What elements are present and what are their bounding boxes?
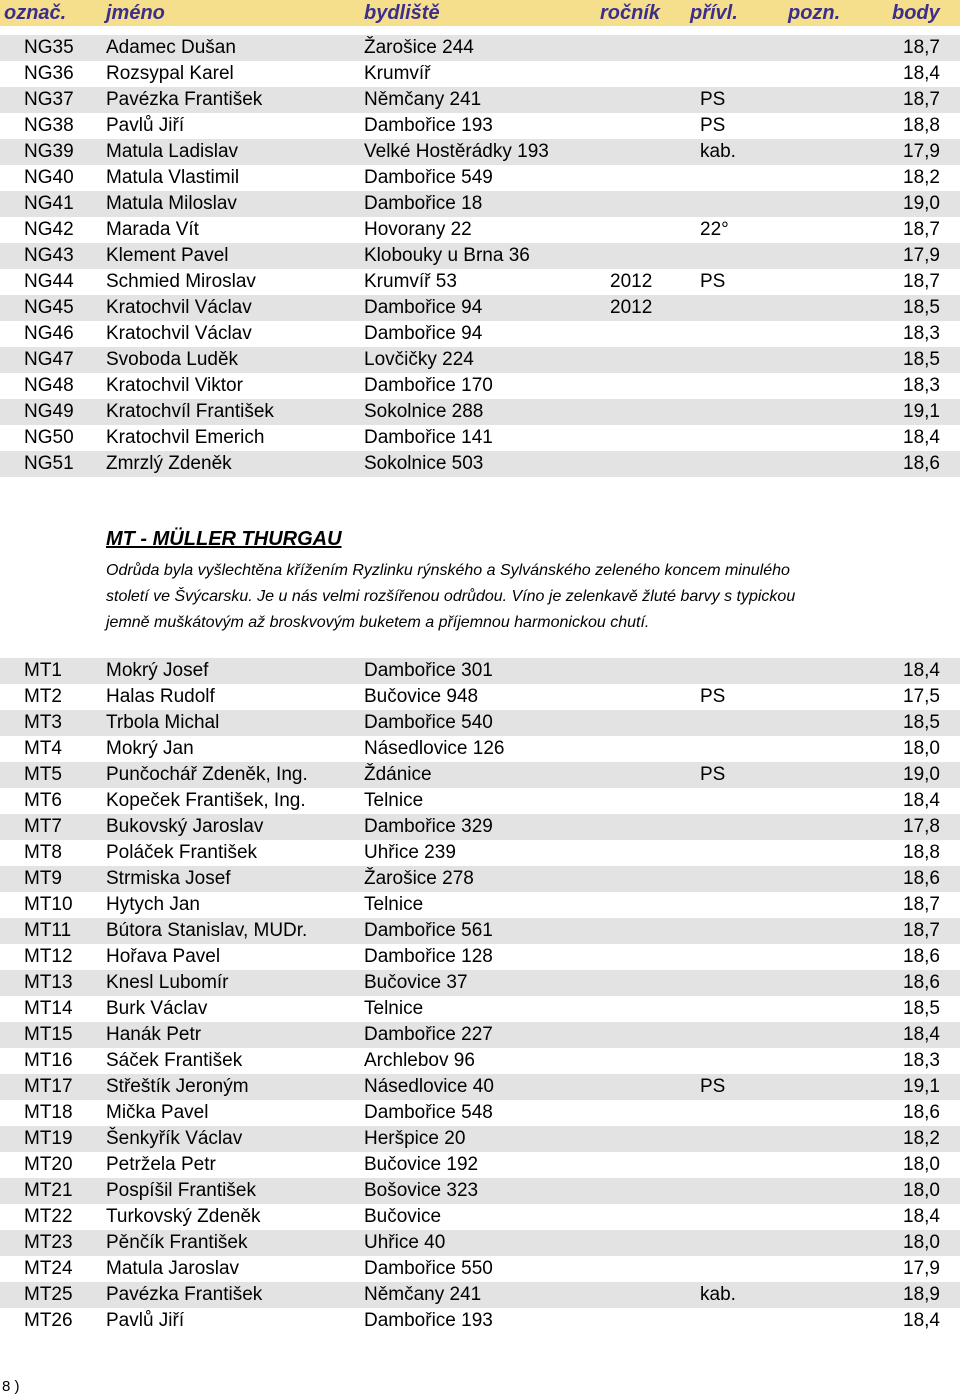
- cell-code: MT16: [24, 1050, 73, 1071]
- cell-points: 19,1: [903, 401, 940, 422]
- cell-name: Zmrzlý Zdeněk: [106, 453, 232, 474]
- cell-points: 18,4: [903, 1024, 940, 1045]
- cell-points: 18,5: [903, 712, 940, 733]
- table-row: [0, 139, 960, 165]
- table-row: [0, 1308, 960, 1334]
- cell-code: NG36: [24, 63, 74, 84]
- cell-points: 18,3: [903, 1050, 940, 1071]
- section-title: MT - MÜLLER THURGAU: [106, 528, 342, 550]
- cell-name: Mokrý Jan: [106, 738, 194, 759]
- cell-code: NG38: [24, 115, 74, 136]
- cell-note: PS: [700, 115, 726, 136]
- cell-points: 18,7: [903, 37, 940, 58]
- cell-address: Dambořice 548: [364, 1102, 493, 1123]
- table-row: [0, 1074, 960, 1100]
- cell-points: 17,9: [903, 245, 940, 266]
- cell-address: Dambořice 550: [364, 1258, 493, 1279]
- table-row: [0, 165, 960, 191]
- cell-name: Rozsypal Karel: [106, 63, 234, 84]
- cell-address: Telnice: [364, 998, 424, 1019]
- cell-name: Bútora Stanislav, MUDr.: [106, 920, 308, 941]
- cell-code: NG41: [24, 193, 74, 214]
- cell-points: 18,6: [903, 868, 940, 889]
- cell-address: Dambořice 549: [364, 167, 493, 188]
- table-row: [0, 87, 960, 113]
- cell-address: Dambořice 193: [364, 1310, 493, 1331]
- cell-note: kab.: [700, 1284, 736, 1305]
- cell-note: PS: [700, 271, 726, 292]
- cell-address: Bošovice 323: [364, 1180, 479, 1201]
- cell-code: NG45: [24, 297, 74, 318]
- header-extra: přívl.: [690, 2, 738, 24]
- cell-note: PS: [700, 89, 726, 110]
- header-points: body: [892, 2, 940, 24]
- cell-address: Žarošice 244: [364, 37, 474, 58]
- section-description: [106, 558, 906, 636]
- cell-code: MT13: [24, 972, 73, 993]
- page-number: 8 ): [2, 1378, 20, 1395]
- cell-name: Matula Ladislav: [106, 141, 239, 162]
- cell-year: 2012: [610, 297, 653, 318]
- cell-address: Dambořice 540: [364, 712, 493, 733]
- header-address: bydliště: [364, 2, 440, 24]
- mt-table: [0, 658, 960, 1334]
- cell-points: 18,8: [903, 115, 940, 136]
- cell-note: 22°: [700, 219, 729, 240]
- cell-code: MT15: [24, 1024, 73, 1045]
- cell-name: Schmied Miroslav: [106, 271, 256, 292]
- cell-name: Kopeček František, Ing.: [106, 790, 306, 811]
- cell-points: 18,3: [903, 375, 940, 396]
- table-row: [0, 710, 960, 736]
- cell-code: MT3: [24, 712, 62, 733]
- cell-code: MT21: [24, 1180, 73, 1201]
- cell-points: 18,5: [903, 297, 940, 318]
- table-row: [0, 970, 960, 996]
- cell-name: Knesl Lubomír: [106, 972, 229, 993]
- cell-address: Krumvíř 53: [364, 271, 457, 292]
- table-row: [0, 736, 960, 762]
- cell-name: Burk Václav: [106, 998, 208, 1019]
- cell-points: 18,3: [903, 323, 940, 344]
- cell-points: 18,0: [903, 1154, 940, 1175]
- description-line: století ve Švýcarsku. Je u nás velmi rozšířenou odrůdou. Víno je zelenkavě žluté barvy s typickou: [106, 588, 796, 605]
- cell-code: MT10: [24, 894, 73, 915]
- cell-name: Halas Rudolf: [106, 686, 215, 707]
- table-row: [0, 1100, 960, 1126]
- cell-code: NG40: [24, 167, 74, 188]
- cell-address: Němčany 241: [364, 89, 482, 110]
- cell-points: 18,7: [903, 894, 940, 915]
- cell-address: Uhřice 239: [364, 842, 456, 863]
- table-row: [0, 269, 960, 295]
- cell-name: Bukovský Jaroslav: [106, 816, 264, 837]
- cell-code: NG50: [24, 427, 74, 448]
- table-row: [0, 451, 960, 477]
- cell-address: Krumvíř: [364, 63, 431, 84]
- cell-address: Bučovice 192: [364, 1154, 479, 1175]
- cell-points: 18,4: [903, 63, 940, 84]
- cell-address: Lovčičky 224: [364, 349, 474, 370]
- table-row: [0, 373, 960, 399]
- cell-points: 18,4: [903, 1206, 940, 1227]
- description-line: jemně muškátovým až broskvovým buketem a příjemnou harmonickou chutí.: [106, 614, 650, 631]
- table-row: [0, 113, 960, 139]
- cell-points: 18,0: [903, 738, 940, 759]
- cell-code: NG48: [24, 375, 74, 396]
- cell-name: Mička Pavel: [106, 1102, 209, 1123]
- cell-address: Němčany 241: [364, 1284, 482, 1305]
- cell-code: NG42: [24, 219, 74, 240]
- table-row: [0, 684, 960, 710]
- cell-name: Svoboda Luděk: [106, 349, 239, 370]
- cell-code: MT9: [24, 868, 62, 889]
- cell-name: Marada Vít: [106, 219, 199, 240]
- cell-code: NG49: [24, 401, 74, 422]
- cell-name: Pavézka František: [106, 89, 263, 110]
- cell-code: MT4: [24, 738, 62, 759]
- table-row: [0, 1204, 960, 1230]
- cell-code: NG51: [24, 453, 74, 474]
- cell-address: Archlebov 96: [364, 1050, 475, 1071]
- cell-name: Šenkyřík Václav: [106, 1128, 243, 1149]
- cell-address: Dambořice 170: [364, 375, 493, 396]
- cell-name: Kratochvil Václav: [106, 323, 252, 344]
- header-note: pozn.: [788, 2, 841, 24]
- cell-address: Dambořice 94: [364, 297, 483, 318]
- cell-address: Ždánice: [364, 764, 432, 785]
- cell-code: MT23: [24, 1232, 73, 1253]
- cell-name: Pospíšil František: [106, 1180, 256, 1201]
- table-row: [0, 1282, 960, 1308]
- cell-address: Velké Hostěrádky 193: [364, 141, 549, 162]
- cell-name: Petržela Petr: [106, 1154, 216, 1175]
- cell-points: 18,9: [903, 1284, 940, 1305]
- cell-code: MT19: [24, 1128, 73, 1149]
- cell-points: 18,4: [903, 790, 940, 811]
- cell-points: 17,5: [903, 686, 940, 707]
- cell-points: 19,0: [903, 764, 940, 785]
- table-row: [0, 1048, 960, 1074]
- cell-name: Poláček František: [106, 842, 258, 863]
- cell-address: Žarošice 278: [364, 868, 474, 889]
- cell-points: 18,2: [903, 1128, 940, 1149]
- cell-name: Pavlů Jiří: [106, 1310, 185, 1331]
- cell-address: Dambořice 329: [364, 816, 493, 837]
- cell-code: MT25: [24, 1284, 73, 1305]
- cell-name: Matula Miloslav: [106, 193, 237, 214]
- table-row: [0, 191, 960, 217]
- cell-address: Bučovice: [364, 1206, 442, 1227]
- cell-code: MT24: [24, 1258, 73, 1279]
- table-row: [0, 762, 960, 788]
- cell-points: 18,7: [903, 89, 940, 110]
- cell-points: 18,0: [903, 1232, 940, 1253]
- table-row: [0, 996, 960, 1022]
- cell-code: NG44: [24, 271, 74, 292]
- cell-address: Uhřice 40: [364, 1232, 446, 1253]
- cell-points: 18,7: [903, 271, 940, 292]
- cell-code: MT22: [24, 1206, 73, 1227]
- cell-address: Hovorany 22: [364, 219, 472, 240]
- table-row: [0, 840, 960, 866]
- cell-name: Matula Jaroslav: [106, 1258, 240, 1279]
- cell-address: Sokolnice 503: [364, 453, 484, 474]
- cell-name: Střeštík Jeroným: [106, 1076, 249, 1097]
- cell-address: Dambořice 18: [364, 193, 483, 214]
- table-header: [0, 0, 960, 26]
- cell-code: MT7: [24, 816, 62, 837]
- cell-name: Matula Vlastimil: [106, 167, 240, 188]
- cell-note: kab.: [700, 141, 736, 162]
- cell-address: Dambořice 128: [364, 946, 493, 967]
- cell-name: Kratochvil Viktor: [106, 375, 243, 396]
- ng-table: [0, 35, 960, 477]
- cell-name: Pavlů Jiří: [106, 115, 185, 136]
- cell-points: 17,8: [903, 816, 940, 837]
- table-row: [0, 295, 960, 321]
- cell-points: 18,7: [903, 920, 940, 941]
- table-row: [0, 892, 960, 918]
- cell-name: Sáček František: [106, 1050, 243, 1071]
- cell-address: Dambořice 561: [364, 920, 493, 941]
- cell-code: NG46: [24, 323, 74, 344]
- header-year: ročník: [600, 2, 661, 24]
- table-row: [0, 61, 960, 87]
- cell-code: MT5: [24, 764, 62, 785]
- table-row: [0, 1178, 960, 1204]
- header-name: jméno: [106, 2, 165, 24]
- cell-name: Pěnčík František: [106, 1232, 248, 1253]
- cell-name: Hytych Jan: [106, 894, 200, 915]
- cell-name: Hanák Petr: [106, 1024, 202, 1045]
- cell-name: Punčochář Zdeněk, Ing.: [106, 764, 308, 785]
- table-row: [0, 321, 960, 347]
- cell-code: NG43: [24, 245, 74, 266]
- cell-address: Bučovice 37: [364, 972, 468, 993]
- cell-points: 18,8: [903, 842, 940, 863]
- cell-points: 18,6: [903, 946, 940, 967]
- table-row: [0, 814, 960, 840]
- cell-address: Násedlovice 126: [364, 738, 505, 759]
- cell-code: NG37: [24, 89, 74, 110]
- cell-points: 17,9: [903, 141, 940, 162]
- header-code: označ.: [4, 2, 67, 24]
- cell-name: Hořava Pavel: [106, 946, 221, 967]
- cell-name: Pavézka František: [106, 1284, 263, 1305]
- cell-name: Trbola Michal: [106, 712, 220, 733]
- cell-points: 18,6: [903, 1102, 940, 1123]
- cell-points: 18,2: [903, 167, 940, 188]
- cell-address: Dambořice 94: [364, 323, 483, 344]
- cell-note: PS: [700, 1076, 726, 1097]
- table-row: [0, 243, 960, 269]
- table-row: [0, 788, 960, 814]
- table-row: [0, 866, 960, 892]
- cell-address: Telnice: [364, 894, 424, 915]
- cell-name: Kratochvil Václav: [106, 297, 252, 318]
- cell-points: 19,1: [903, 1076, 940, 1097]
- cell-code: MT11: [24, 920, 72, 941]
- cell-address: Dambořice 301: [364, 660, 493, 681]
- table-row: [0, 1230, 960, 1256]
- cell-points: 18,7: [903, 219, 940, 240]
- table-row: [0, 658, 960, 684]
- cell-points: 18,6: [903, 453, 940, 474]
- cell-name: Klement Pavel: [106, 245, 229, 266]
- cell-points: 18,4: [903, 660, 940, 681]
- cell-address: Dambořice 227: [364, 1024, 493, 1045]
- cell-code: MT20: [24, 1154, 73, 1175]
- cell-points: 18,4: [903, 427, 940, 448]
- table-row: [0, 35, 960, 61]
- cell-code: MT2: [24, 686, 62, 707]
- cell-address: Klobouky u Brna 36: [364, 245, 530, 266]
- cell-address: Heršpice 20: [364, 1128, 466, 1149]
- description-line: Odrůda byla vyšlechtěna křížením Ryzlinku rýnského a Sylvánského zeleného koncem minulého: [106, 562, 790, 579]
- cell-points: 18,4: [903, 1310, 940, 1331]
- cell-address: Bučovice 948: [364, 686, 479, 707]
- cell-points: 19,0: [903, 193, 940, 214]
- cell-points: 18,0: [903, 1180, 940, 1201]
- cell-points: 17,9: [903, 1258, 940, 1279]
- table-row: [0, 347, 960, 373]
- cell-code: MT14: [24, 998, 73, 1019]
- cell-address: Dambořice 141: [364, 427, 493, 448]
- cell-address: Telnice: [364, 790, 424, 811]
- cell-code: MT17: [24, 1076, 73, 1097]
- cell-code: NG39: [24, 141, 74, 162]
- cell-address: Dambořice 193: [364, 115, 493, 136]
- table-row: [0, 1152, 960, 1178]
- cell-code: MT8: [24, 842, 62, 863]
- cell-code: MT26: [24, 1310, 73, 1331]
- cell-name: Kratochvíl František: [106, 401, 274, 422]
- cell-address: Sokolnice 288: [364, 401, 484, 422]
- table-row: [0, 217, 960, 243]
- cell-points: 18,6: [903, 972, 940, 993]
- cell-name: Kratochvil Emerich: [106, 427, 265, 448]
- cell-name: Turkovský Zdeněk: [106, 1206, 261, 1227]
- cell-address: Násedlovice 40: [364, 1076, 494, 1097]
- cell-name: Adamec Dušan: [106, 37, 236, 58]
- cell-points: 18,5: [903, 349, 940, 370]
- cell-code: NG47: [24, 349, 74, 370]
- table-row: [0, 425, 960, 451]
- cell-name: Mokrý Josef: [106, 660, 209, 681]
- cell-code: MT1: [24, 660, 62, 681]
- table-row: [0, 944, 960, 970]
- table-row: [0, 1256, 960, 1282]
- cell-points: 18,5: [903, 998, 940, 1019]
- cell-code: NG35: [24, 37, 74, 58]
- table-row: [0, 1126, 960, 1152]
- table-row: [0, 399, 960, 425]
- cell-note: PS: [700, 686, 726, 707]
- cell-note: PS: [700, 764, 726, 785]
- cell-year: 2012: [610, 271, 653, 292]
- table-row: [0, 1022, 960, 1048]
- table-row: [0, 918, 960, 944]
- cell-code: MT12: [24, 946, 73, 967]
- cell-code: MT18: [24, 1102, 73, 1123]
- cell-name: Strmiska Josef: [106, 868, 231, 889]
- cell-code: MT6: [24, 790, 62, 811]
